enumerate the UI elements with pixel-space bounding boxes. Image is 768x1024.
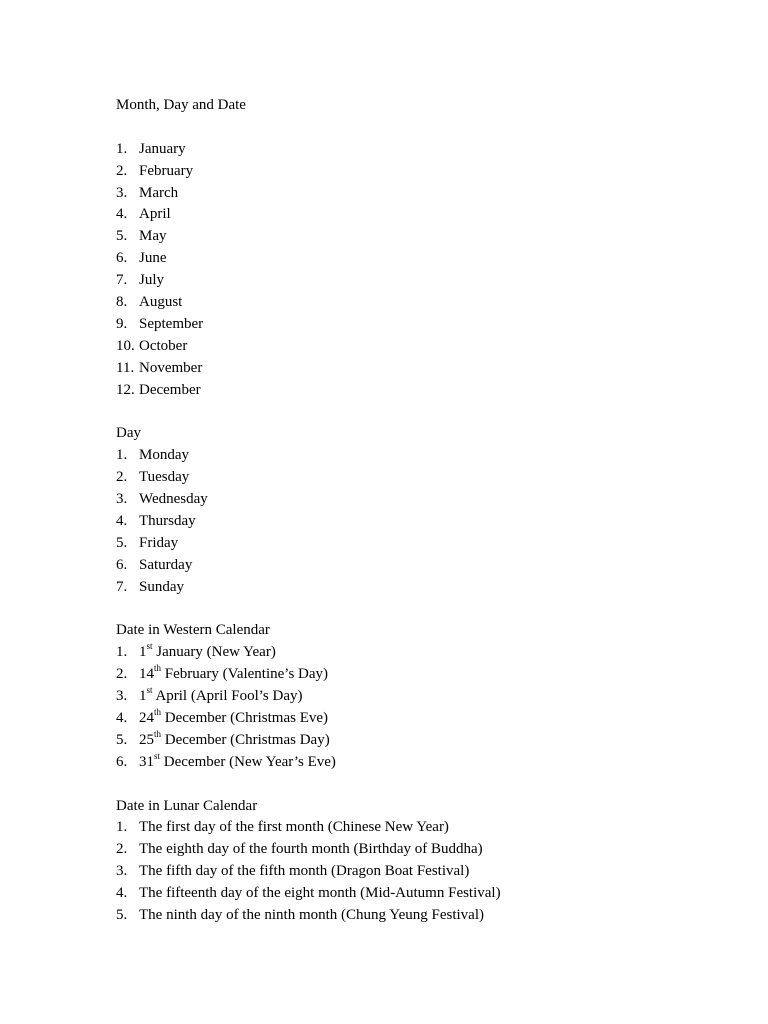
list-item [116, 730, 736, 752]
date-description: January (New Year) [152, 644, 276, 661]
month-name: March [139, 184, 179, 201]
list-item [116, 708, 736, 730]
document-title: Month, Day and Date [116, 97, 246, 113]
month-name: November [139, 359, 203, 376]
list-item [116, 139, 736, 161]
item-number: 3. [116, 688, 128, 705]
section-heading-lunar: Date in Lunar Calendar [116, 797, 258, 814]
date-description: December (New Year’s Eve) [160, 753, 336, 770]
list-item [116, 292, 736, 314]
list-item [116, 204, 736, 226]
list-item [116, 555, 736, 577]
list-item [116, 686, 736, 708]
list-item [116, 270, 736, 292]
day-name: Tuesday [139, 469, 190, 486]
item-number: 10. [116, 337, 135, 354]
date-description: December (Christmas Day) [161, 731, 330, 748]
ordinal-suffix: th [154, 728, 162, 739]
item-number: 12. [116, 381, 135, 398]
item-number: 3. [116, 863, 128, 880]
item-number: 4. [116, 512, 128, 529]
list-item [116, 314, 736, 336]
item-number: 6. [116, 250, 128, 267]
ordinal-suffix: st [154, 750, 161, 761]
document-page [116, 95, 736, 927]
spacer [116, 401, 736, 423]
item-number: 2. [116, 469, 128, 486]
date-day: 1 [139, 688, 147, 705]
list-item [116, 817, 736, 839]
item-number: 1. [116, 644, 128, 661]
western-dates-list [116, 642, 736, 773]
lunar-dates-list [116, 817, 736, 926]
date-day: 1 [139, 644, 147, 661]
item-number: 7. [116, 272, 128, 289]
list-item [116, 752, 736, 774]
ordinal-suffix: st [146, 641, 153, 652]
item-number: 6. [116, 556, 128, 573]
list-item [116, 905, 736, 927]
spacer [116, 598, 736, 620]
lunar-date-text: The first day of the first month (Chinese New Year) [139, 819, 449, 836]
day-name: Monday [139, 447, 189, 464]
month-name: April [139, 206, 171, 223]
ordinal-suffix: st [146, 685, 153, 696]
item-number: 5. [116, 534, 128, 551]
item-number: 2. [116, 841, 128, 858]
list-item [116, 358, 736, 380]
item-number: 11. [116, 359, 135, 376]
list-item [116, 226, 736, 248]
item-number: 1. [116, 140, 128, 157]
list-item [116, 380, 736, 402]
list-item [116, 883, 736, 905]
list-item [116, 336, 736, 358]
days-list [116, 445, 736, 598]
date-day: 24 [139, 709, 154, 726]
month-name: August [139, 294, 183, 311]
date-day: 31 [139, 753, 154, 770]
list-item [116, 664, 736, 686]
list-item [116, 642, 736, 664]
item-number: 5. [116, 228, 128, 245]
section-heading-western: Date in Western Calendar [116, 622, 270, 639]
lunar-date-text: The ninth day of the ninth month (Chung Yeung Festival) [139, 906, 484, 923]
item-number: 7. [116, 578, 128, 595]
item-number: 6. [116, 753, 128, 770]
item-number: 1. [116, 819, 128, 836]
list-item [116, 839, 736, 861]
month-name: December [139, 381, 201, 398]
spacer [116, 774, 736, 796]
month-name: June [139, 250, 167, 267]
day-name: Sunday [139, 578, 184, 595]
lunar-date-text: The fifteenth day of the eight month (Mid-Autumn Festival) [139, 885, 501, 902]
date-day: 14 [139, 666, 154, 683]
list-item [116, 183, 736, 205]
day-name: Friday [139, 534, 179, 551]
list-item [116, 248, 736, 270]
list-item [116, 445, 736, 467]
day-name: Saturday [139, 556, 193, 573]
date-description: December (Christmas Eve) [161, 709, 329, 726]
day-name: Thursday [139, 512, 196, 529]
month-name: February [139, 162, 194, 179]
month-name: May [139, 228, 167, 245]
list-item [116, 577, 736, 599]
spacer [116, 117, 736, 139]
day-name: Wednesday [139, 491, 208, 508]
list-item [116, 161, 736, 183]
date-description: April (April Fool’s Day) [152, 688, 303, 705]
item-number: 9. [116, 315, 128, 332]
item-number: 3. [116, 184, 128, 201]
month-name: July [139, 272, 165, 289]
ordinal-suffix: th [154, 663, 162, 674]
date-description: February (Valentine’s Day) [161, 666, 329, 683]
month-name: January [139, 140, 186, 157]
item-number: 1. [116, 447, 128, 464]
month-name: September [139, 315, 204, 332]
date-day: 25 [139, 731, 154, 748]
item-number: 4. [116, 885, 128, 902]
list-item [116, 533, 736, 555]
list-item [116, 861, 736, 883]
item-number: 3. [116, 491, 128, 508]
months-list [116, 139, 736, 402]
list-item [116, 511, 736, 533]
lunar-date-text: The fifth day of the fifth month (Dragon Boat Festival) [139, 863, 470, 880]
item-number: 2. [116, 666, 128, 683]
item-number: 4. [116, 206, 128, 223]
list-item [116, 489, 736, 511]
item-number: 5. [116, 906, 128, 923]
ordinal-suffix: th [154, 706, 162, 717]
section-heading-day: Day [116, 425, 141, 442]
item-number: 5. [116, 731, 128, 748]
item-number: 2. [116, 162, 128, 179]
list-item [116, 467, 736, 489]
lunar-date-text: The eighth day of the fourth month (Birthday of Buddha) [139, 841, 483, 858]
month-name: October [139, 337, 188, 354]
item-number: 4. [116, 709, 128, 726]
item-number: 8. [116, 294, 128, 311]
